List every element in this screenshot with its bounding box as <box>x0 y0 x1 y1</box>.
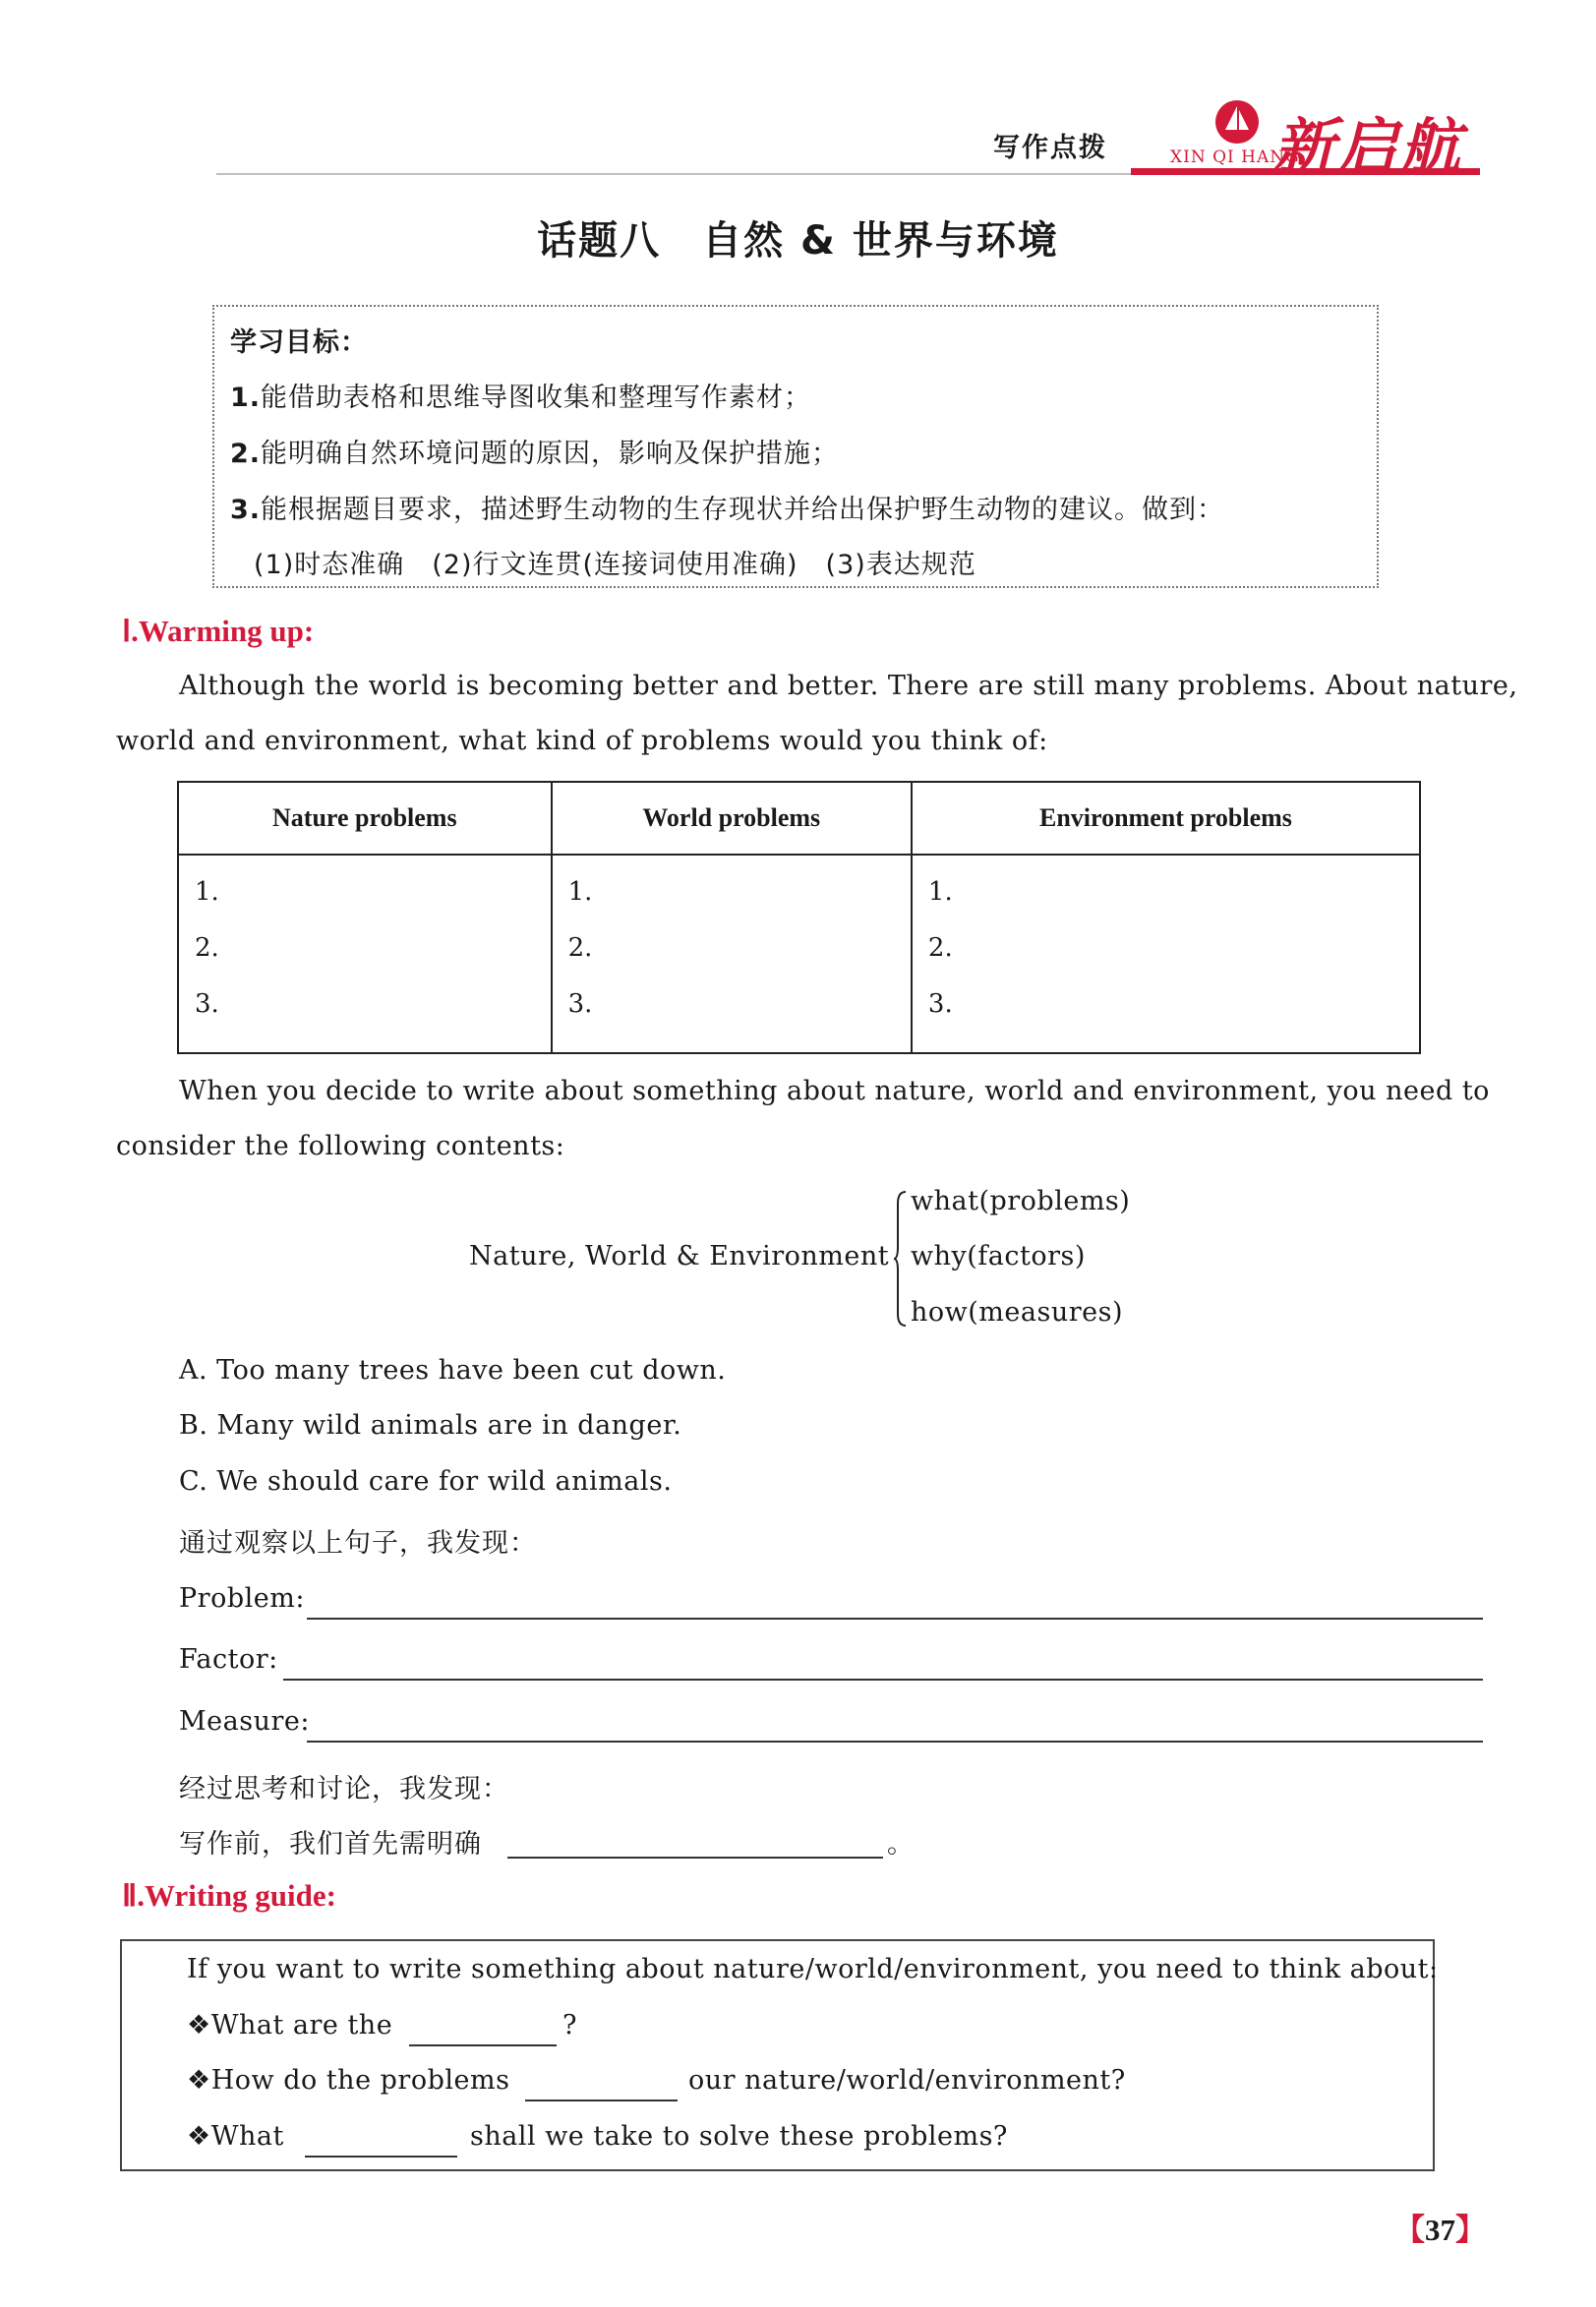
question-2-start: How do the problems <box>210 2065 510 2096</box>
bracket-left: 【 <box>1394 2213 1425 2247</box>
objective-item-3 <box>230 488 1224 526</box>
list-number: 1. <box>927 877 953 907</box>
measure-label: Measure: <box>179 1706 310 1737</box>
consider-line-1: When you decide to write about something about nature, world and environment, you need to <box>179 1076 1490 1106</box>
before-writing-prompt: 写作前，我们首先需明确 <box>179 1829 482 1860</box>
objective-number: 3. <box>230 495 262 525</box>
intro-line-1: Although the world is becoming better and better. There are still many problems. About nature, <box>179 671 1518 701</box>
table-header-environment: Environment problems <box>912 782 1420 855</box>
diagram-branch-why: why(factors) <box>911 1241 1086 1272</box>
warming-up-heading: Ⅰ.Warming up: <box>122 614 315 648</box>
table-row <box>178 855 1420 1053</box>
consider-line-2: consider the following contents: <box>116 1131 565 1161</box>
measure-answer-line[interactable] <box>307 1741 1483 1743</box>
table-header-world: World problems <box>552 782 912 855</box>
guide-intro: If you want to write something about nature/world/environment, you need to think about: <box>187 1954 1439 1984</box>
guide-question-3 <box>187 2121 284 2152</box>
writing-guide-heading: Ⅱ.Writing guide: <box>122 1878 336 1913</box>
question-1-end: ? <box>562 2010 577 2041</box>
logo-english: XIN QI HANG <box>1170 148 1300 167</box>
table-header-nature: Nature problems <box>178 782 552 855</box>
question-1-start: What are the <box>210 2010 393 2041</box>
sail-logo-icon <box>1212 96 1263 148</box>
table-cell-environment[interactable] <box>912 855 1420 1053</box>
objective-number: 1. <box>230 383 262 413</box>
diagram-root: Nature, World & Environment <box>469 1241 890 1272</box>
factor-answer-line[interactable] <box>283 1679 1483 1681</box>
observe-prompt: 通过观察以上句子，我发现： <box>179 1528 537 1559</box>
logo-chinese: 新启航 <box>1273 111 1463 183</box>
question-3-end: shall we take to solve these problems? <box>470 2121 1008 2152</box>
diagram-branch-how: how(measures) <box>911 1297 1123 1328</box>
question-2-blank[interactable] <box>525 2100 678 2101</box>
discuss-prompt: 经过思考和讨论，我发现： <box>179 1774 509 1804</box>
diamond-bullet-icon: ❖ <box>187 2121 211 2152</box>
sentence-a: A. Too many trees have been cut down. <box>179 1355 727 1386</box>
question-3-blank[interactable] <box>305 2156 457 2158</box>
bracket-right: 】 <box>1455 2213 1486 2247</box>
objective-text: 能借助表格和思维导图收集和整理写作素材； <box>261 383 812 413</box>
list-number: 1. <box>567 877 593 907</box>
page-number-value: 37 <box>1425 2213 1455 2247</box>
question-1-blank[interactable] <box>409 2044 557 2046</box>
question-2-end: our nature/world/environment? <box>688 2065 1126 2096</box>
objective-text: 能根据题目要求，描述野生动物的生存现状并给出保护野生动物的建议。做到： <box>261 495 1225 525</box>
section-label: 写作点拨 <box>993 133 1107 163</box>
curly-brace-icon <box>893 1190 907 1328</box>
table-cell-nature[interactable] <box>178 855 552 1053</box>
diagram-branch-what: what(problems) <box>911 1186 1131 1216</box>
guide-question-1 <box>187 2010 392 2041</box>
list-number: 3. <box>195 989 219 1019</box>
list-number: 2. <box>567 933 593 963</box>
objective-text: 能明确自然环境问题的原因，影响及保护措施； <box>261 439 840 469</box>
diamond-bullet-icon: ❖ <box>187 2065 211 2096</box>
page-title: 话题八 自然 & 世界与环境 <box>537 218 1059 264</box>
table-cell-world[interactable] <box>552 855 912 1053</box>
sentence-b: B. Many wild animals are in danger. <box>179 1410 682 1441</box>
list-number: 3. <box>927 989 953 1019</box>
problems-table <box>177 781 1421 1054</box>
table-header-row <box>178 782 1420 855</box>
list-number: 2. <box>927 933 953 963</box>
guide-question-2 <box>187 2065 509 2096</box>
intro-line-2: world and environment, what kind of problems would you think of: <box>116 726 1048 756</box>
question-3-start: What <box>210 2121 284 2152</box>
end-mark: 。 <box>887 1829 915 1860</box>
before-writing-answer-line[interactable] <box>507 1857 883 1859</box>
factor-label: Factor: <box>179 1644 278 1675</box>
problem-label: Problem: <box>179 1583 305 1614</box>
objectives-heading: 学习目标： <box>230 327 368 358</box>
list-number: 3. <box>567 989 593 1019</box>
page-number <box>1394 2205 1486 2249</box>
objective-item-2 <box>230 432 839 470</box>
objective-number: 2. <box>230 439 262 469</box>
list-number: 1. <box>195 877 219 907</box>
list-number: 2. <box>195 933 219 963</box>
sentence-c: C. We should care for wild animals. <box>179 1466 673 1497</box>
objective-item-1 <box>230 376 811 414</box>
objective-sub-points: (1)时态准确 (2)行文连贯(连接词使用准确) (3)表达规范 <box>254 550 976 580</box>
problem-answer-line[interactable] <box>307 1618 1483 1620</box>
diamond-bullet-icon: ❖ <box>187 2010 211 2041</box>
